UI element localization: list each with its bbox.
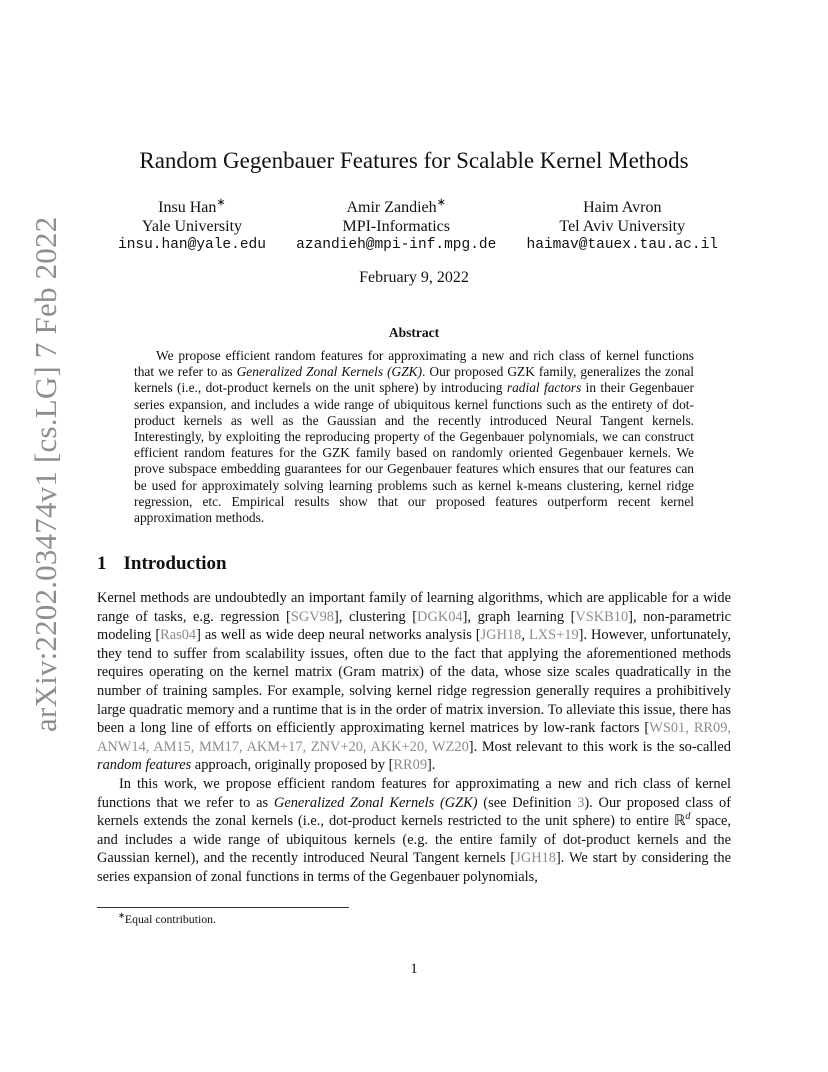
text-run: ], non-parametric modeling [ bbox=[97, 608, 732, 644]
author-affiliation: MPI-Informatics bbox=[342, 218, 450, 235]
citation-link[interactable]: Ras04 bbox=[160, 627, 197, 644]
text-run: ]. However, unfortunately, they tend to suffer from scalability issues, often due to the fact that applying the aforementioned methods requires operating on the kernel matrix (Gram matrix) of the data, whose size scales quadratically in the number of training samples. For example, solving kernel ridge regression generally requires a prohibitively large quadratic memory and a runtime that is in the order of matrix inversion. To alleviate this issue, there has been a long line of efforts on efficiently approximating kernel matrices by low-rank factors [ bbox=[97, 627, 731, 737]
author-block bbox=[118, 198, 718, 255]
text-run: ]. Most relevant to this work is the so-called bbox=[468, 738, 731, 755]
abstract-text bbox=[134, 348, 694, 526]
author-email[interactable]: insu.han@yale.edu bbox=[118, 237, 266, 253]
paper-title: Random Gegenbauer Features for Scalable Kernel Methods bbox=[139, 148, 689, 173]
citation-link[interactable]: VSKB10 bbox=[575, 608, 629, 625]
citation-link[interactable]: WS01, RR09, ANW14, AM15, MM17, AKM+17, ZNV+20, AKK+20, WZ20 bbox=[97, 720, 731, 755]
emphasis: Generalized Zonal Kernels (GZK) bbox=[273, 794, 478, 811]
section-heading bbox=[97, 553, 227, 575]
author-affiliation: Tel Aviv University bbox=[559, 218, 686, 235]
author-name: Haim Avron bbox=[583, 199, 662, 216]
text-run: space, and includes a wide range of ubiquitous kernels (e.g. the entire family of dot-product kernels and the Gaussian kernel), and the recently introduced Neural Tangent kernels [ bbox=[97, 813, 731, 867]
text-run: Kernel methods are undoubtedly an important family of learning algorithms, which are applicable for a wide range of tasks, e.g. regression [ bbox=[97, 590, 731, 625]
intro-paragraph-2 bbox=[97, 775, 731, 887]
citation-link[interactable]: JGH18 bbox=[480, 627, 522, 644]
definition-link[interactable]: 3 bbox=[577, 794, 585, 811]
author-name: Insu Han bbox=[158, 199, 217, 216]
text-run: In this work, we propose efficient random features for approximating a new and rich class of kernel functions that we refer to as bbox=[97, 775, 731, 811]
footnote bbox=[118, 912, 216, 927]
section-number: 1 bbox=[97, 553, 107, 574]
publication-date: February 9, 2022 bbox=[359, 269, 469, 286]
footnote-mark: ∗ bbox=[118, 911, 125, 921]
page-number: 1 bbox=[410, 961, 418, 977]
equal-contribution-mark: ∗ bbox=[436, 196, 447, 209]
abstract-fragment: We propose efficient random features for approximating a new and rich class of kernel functions that we refer to as bbox=[134, 348, 694, 380]
author-affiliation: Yale University bbox=[141, 218, 243, 235]
footnote-divider bbox=[97, 907, 349, 908]
text-run: , bbox=[521, 627, 529, 644]
author-email[interactable]: haimav@tauex.tau.ac.il bbox=[526, 237, 718, 253]
introduction-body bbox=[97, 589, 731, 887]
author-3 bbox=[527, 198, 718, 255]
text-run: (see Definition bbox=[477, 794, 578, 811]
arxiv-identifier: arXiv:2202.03474v1 [cs.LG] 7 Feb 2022 bbox=[28, 216, 63, 732]
dimension-superscript: d bbox=[685, 811, 691, 823]
text-run: ] as well as wide deep neural networks analysis [ bbox=[196, 627, 481, 644]
emphasis: random features bbox=[97, 757, 192, 774]
text-run: ]. We start by considering the series expansion of zonal functions in terms of the Gegenbauer polynomials, bbox=[97, 850, 731, 885]
real-space-symbol: ℝ bbox=[673, 813, 686, 830]
abstract-emphasis: radial factors bbox=[506, 380, 582, 396]
intro-paragraph-1 bbox=[97, 589, 731, 775]
text-run: approach, originally proposed by [ bbox=[191, 757, 394, 774]
footnote-text: Equal contribution. bbox=[124, 912, 217, 926]
author-1 bbox=[118, 198, 266, 255]
abstract-fragment: . Our proposed GZK family, generalizes the zonal kernels (i.e., dot-product kernels on the unit sphere) by introducing bbox=[134, 364, 694, 396]
text-run: ]. bbox=[427, 757, 436, 774]
citation-link[interactable]: LXS+19 bbox=[528, 627, 579, 644]
text-run: ). Our proposed class of kernels extends the zonal kernels (i.e., dot-product kernels restricted to the unit sphere) to entire bbox=[97, 794, 731, 830]
citation-link[interactable]: JGH18 bbox=[515, 850, 556, 867]
author-name: Amir Zandieh bbox=[346, 199, 437, 216]
equal-contribution-mark: ∗ bbox=[216, 196, 226, 209]
abstract-emphasis: Generalized Zonal Kernels (GZK) bbox=[236, 364, 423, 380]
author-email[interactable]: azandieh@mpi-inf.mpg.de bbox=[296, 237, 497, 253]
citation-link[interactable]: RR09 bbox=[393, 757, 428, 774]
abstract-fragment: in their Gegenbauer series expansion, and includes a wide range of ubiquitous kernel functions such as the entirety of dot-product kernels as well as the Gaussian and the recently introduced Neural Tangent kernels. Interestingly, by exploiting the reproducing property of the Gegenbauer polynomials, we can construct efficient random features for the GZK family based on randomly oriented Gegenbauer kernels. We prove subspace embedding guarantees for our Gegenbauer features which ensures that our features can be used for approximately solving learning problems such as kernel k-means clustering, kernel ridge regression, etc. Empirical results show that our proposed features outperform recent kernel approximation methods. bbox=[134, 380, 694, 526]
author-2 bbox=[296, 198, 496, 255]
section-title-text: Introduction bbox=[123, 553, 227, 574]
text-run: ], graph learning [ bbox=[462, 608, 576, 625]
abstract-heading: Abstract bbox=[388, 325, 440, 340]
citation-link[interactable]: DGK04 bbox=[417, 608, 463, 625]
citation-link[interactable]: SGV98 bbox=[290, 608, 334, 625]
text-run: ], clustering [ bbox=[334, 608, 418, 625]
